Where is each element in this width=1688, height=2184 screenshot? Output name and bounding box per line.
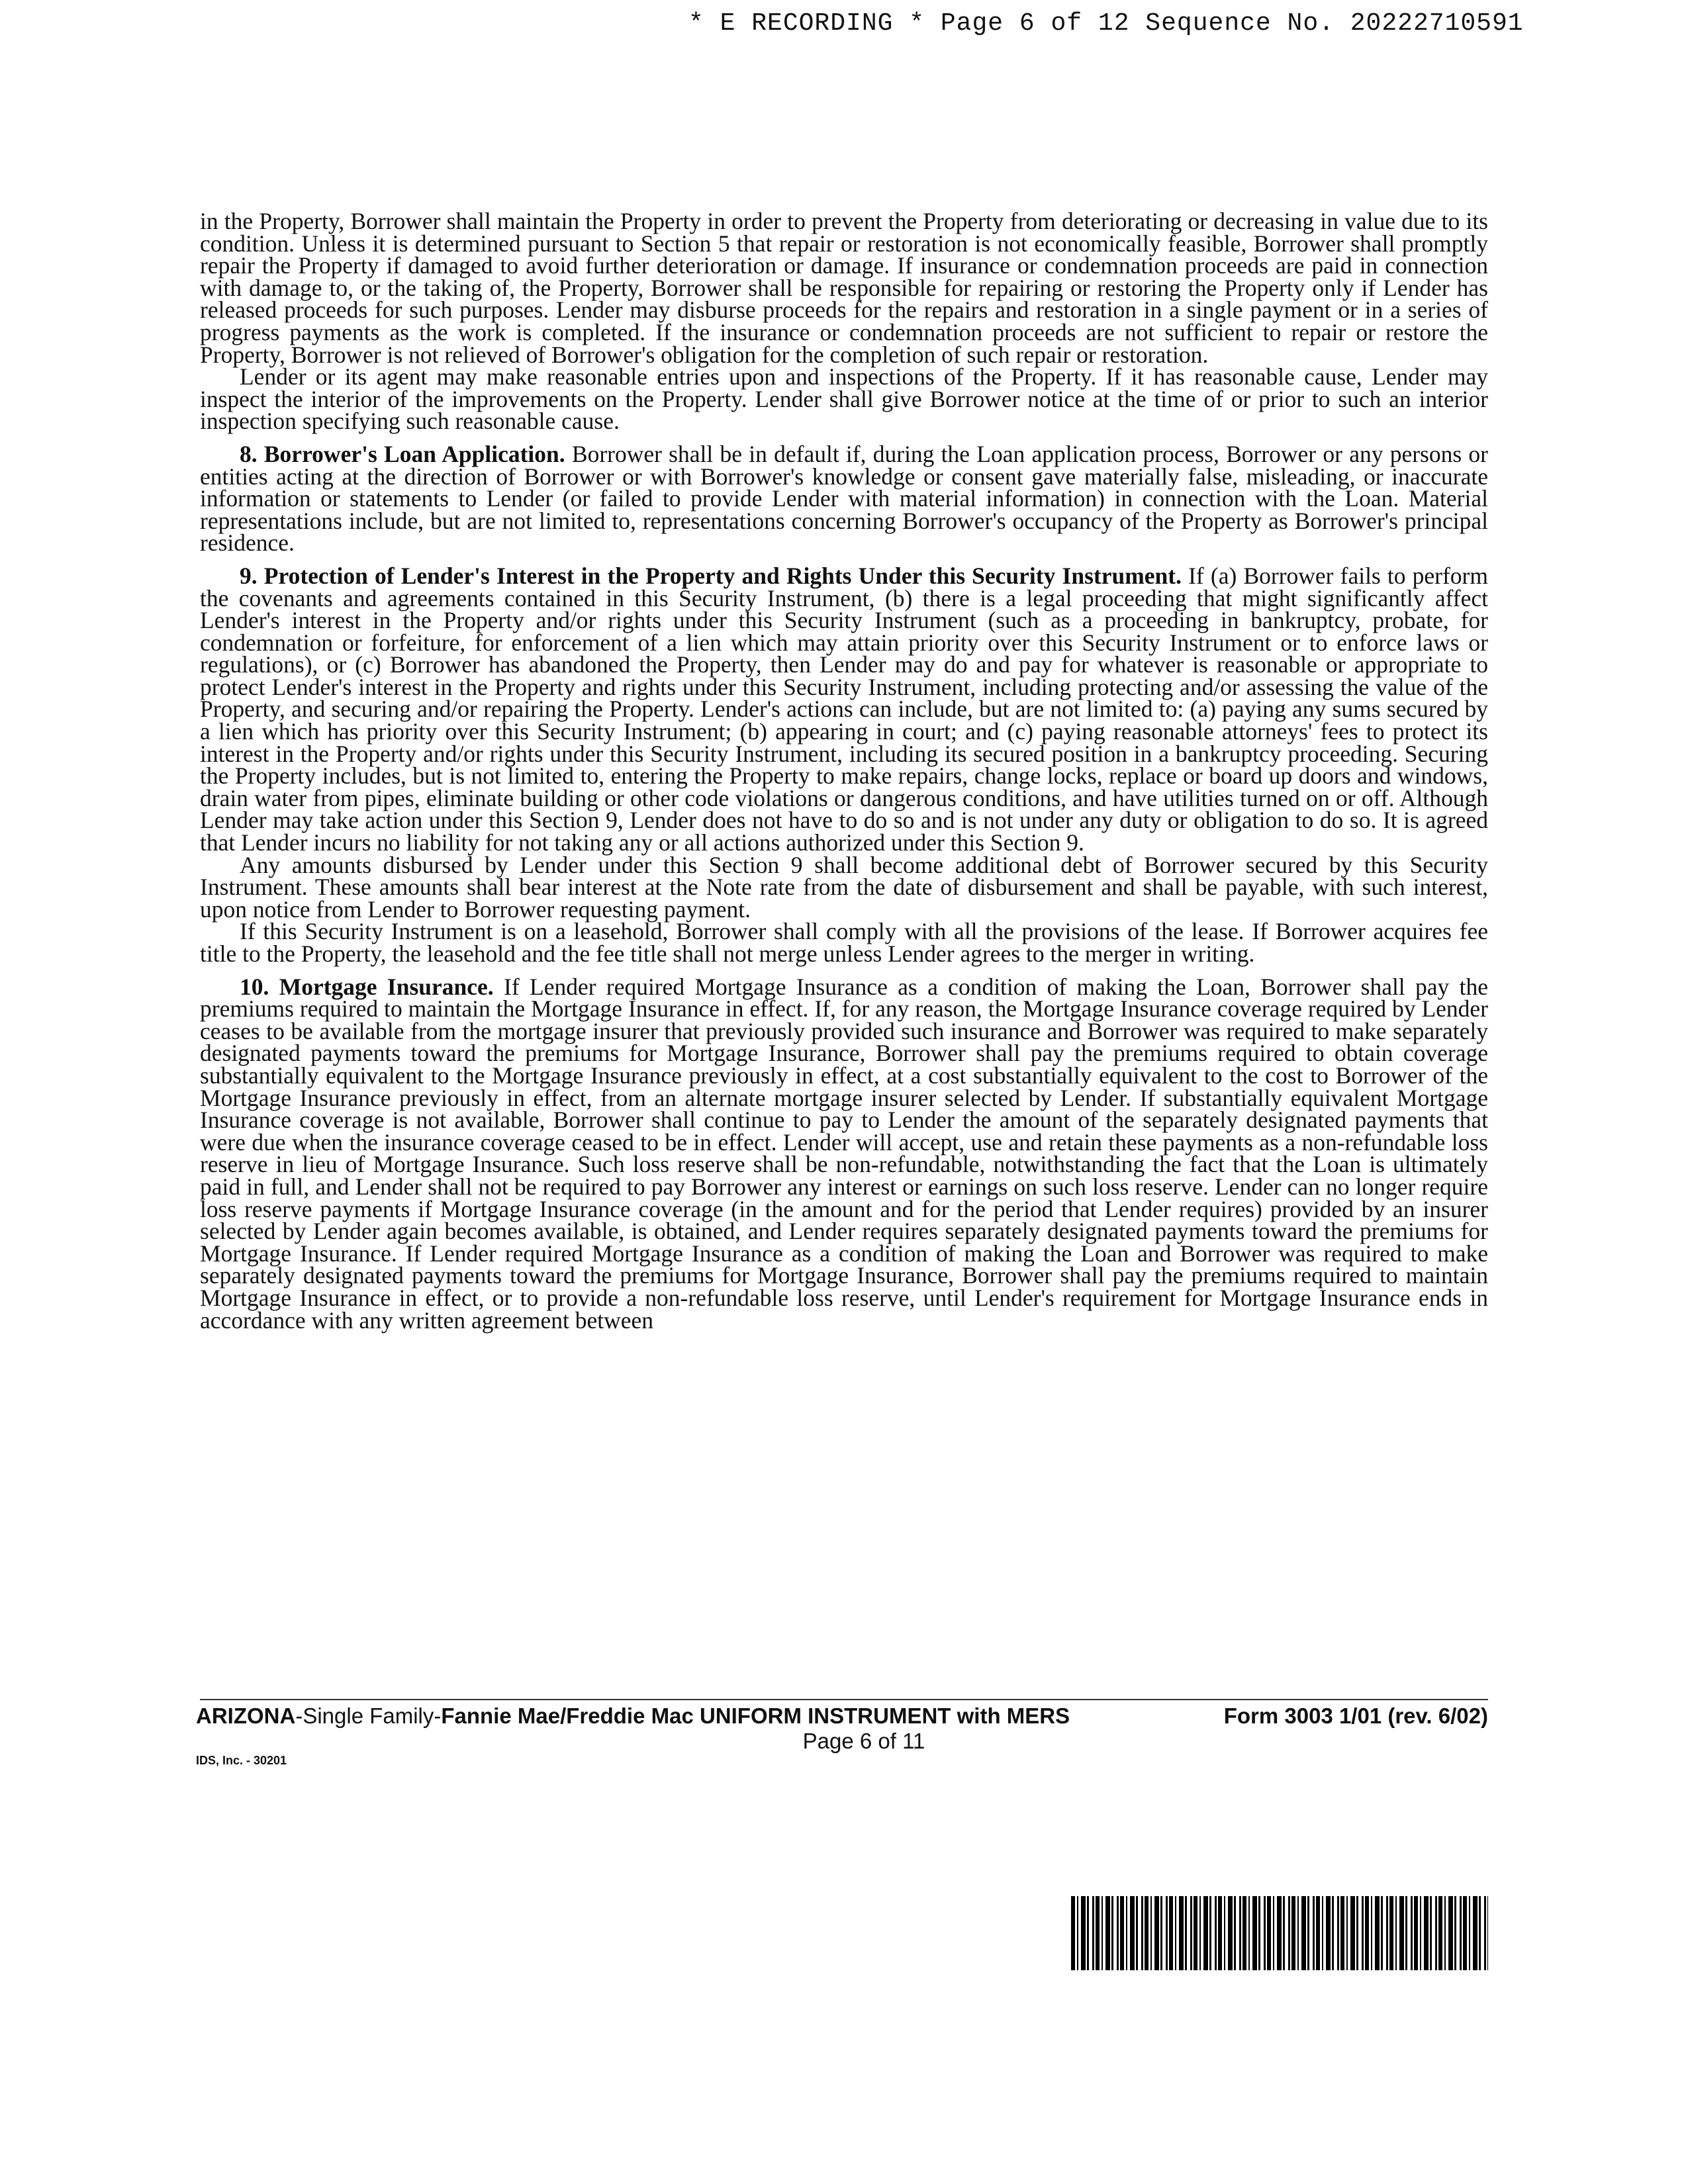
document-body xyxy=(200,210,1488,1332)
barcode-icon xyxy=(1071,1896,1488,1970)
section-9-paragraph-3: If this Security Instrument is on a leasehold, Borrower shall comply with all the provisions of the lease. If Borrower acquires fee title to the Property, the leasehold and the fee title shall not merge unless Lender agrees to the merger in writing. xyxy=(200,918,1488,967)
footer-instrument-title xyxy=(196,1704,1070,1729)
footer-agencies: Fannie Mae/Freddie Mac UNIFORM INSTRUMENT with MERS xyxy=(441,1704,1070,1728)
section-10 xyxy=(200,973,1488,1334)
footer-page-number: Page 6 of 11 xyxy=(802,1729,925,1753)
section-9-heading: 9. Protection of Lender's Interest in the Property and Rights Under this Security Instrument. xyxy=(240,562,1182,589)
section-10-body: If Lender required Mortgage Insurance as a condition of making the Loan, Borrower shall pay the premiums required to maintain the Mortgage Insurance in effect. If, for any reason, the Mortgage Insurance coverage required by Lender ceases to be available from the mortgage insurer that previously provided such insurance and Borrower was required to make separately designated payments toward the premiums for Mortgage Insurance, Borrower shall pay the premiums required to obtain coverage substantially equivalent to the Mortgage Insurance previously in effect, at a cost substantially equivalent to the cost to Borrower of the Mortgage Insurance previously in effect, from an alternate mortgage insurer selected by Lender. If substantially equivalent Mortgage Insurance coverage is not available, Borrower shall continue to pay to Lender the amount of the separately designated payments that were due when the insurance coverage ceased to be in effect. Lender will accept, use and retain these payments as a non-refundable loss reserve in lieu of Mortgage Insurance. Such loss reserve shall be non-refundable, notwithstanding the fact that the Loan is ultimately paid in full, and Lender shall not be required to pay Borrower any interest or earnings on such loss reserve. Lender can no longer require loss reserve payments if Mortgage Insurance coverage (in the amount and for the period that Lender requires) provided by an insurer selected by Lender again becomes available, is obtained, and Lender requires separately designated payments toward the premiums for Mortgage Insurance. If Lender required Mortgage Insurance as a condition of making the Loan and Borrower was required to make separately designated payments toward the premiums for Mortgage Insurance, Borrower shall pay the premiums required to maintain Mortgage Insurance in effect, or to provide a non-refundable loss reserve, until Lender's requirement for Mortgage Insurance ends in accordance with any written agreement between xyxy=(200,973,1488,1334)
footer-instrument: -Single Family- xyxy=(295,1704,442,1728)
section-8-heading: 8. Borrower's Loan Application. xyxy=(240,440,565,467)
section-10-heading: 10. Mortgage Insurance. xyxy=(240,973,494,1000)
footer-divider xyxy=(200,1699,1488,1700)
section-9-body: If (a) Borrower fails to perform the covenants and agreements contained in this Security Instrument, (b) there is a legal proceeding that might significantly affect Lender's interest in the Property and/or rights under this Security Instrument (such as a proceeding in bankruptcy, probate, for condemnation or forfeiture, for enforcement of a lien which may attain priority over this Security Instrument or to enforce laws or regulations), or (c) Borrower has abandoned the Property, then Lender may do and pay for whatever is reasonable or appropriate to protect Lender's interest in the Property and rights under this Security Instrument, including protecting and/or assessing the value of the Property, and securing and/or repairing the Property. Lender's actions can include, but are not limited to: (a) paying any sums secured by a lien which has priority over this Security Instrument; (b) appearing in court; and (c) paying reasonable attorneys' fees to protect its interest in the Property and/or rights under this Security Instrument, including its secured position in a bankruptcy proceeding. Securing the Property includes, but is not limited to, entering the Property to make repairs, change locks, replace or board up doors and windows, drain water from pipes, eliminate building or other code violations or dangerous conditions, and have utilities turned on or off. Although Lender may take action under this Section 9, Lender does not have to do so and is not under any duty or obligation to do so. It is agreed that Lender incurs no liability for not taking any or all actions authorized under this Section 9. xyxy=(200,562,1488,856)
recording-header: * E RECORDING * Page 6 of 12 Sequence No. 20222710591 xyxy=(688,9,1524,38)
footer-vendor-code: IDS, Inc. - 30201 xyxy=(196,1754,287,1767)
paragraph-inspection: Lender or its agent may make reasonable entries upon and inspections of the Property. If it has reasonable cause, Lender may inspect the interior of the improvements on the Property. Lender shall give Borrower notice at the time of or prior to such an interior inspection specifying such reasonable cause. xyxy=(200,363,1488,435)
paragraph-continuation: in the Property, Borrower shall maintain the Property in order to prevent the Property from deteriorating or decreasing in value due to its condition. Unless it is determined pursuant to Section 5 that repair or restoration is not economically feasible, Borrower shall promptly repair the Property if damaged to avoid further deterioration or damage. If insurance or condemnation proceeds are paid in connection with damage to, or the taking of, the Property, Borrower shall be responsible for repairing or restoring the Property only if Lender has released proceeds for such purposes. Lender may disburse proceeds for the repairs and restoration in a single payment or in a series of progress payments as the work is completed. If the insurance or condemnation proceeds are not sufficient to repair or restore the Property, Borrower is not relieved of Borrower's obligation for the completion of such repair or restoration. xyxy=(200,208,1488,368)
section-8 xyxy=(200,440,1488,557)
section-8-body: Borrower shall be in default if, during the Loan application process, Borrower or any persons or entities acting at the direction of Borrower or with Borrower's knowledge or consent gave materially false, misleading, or inaccurate information or statements to Lender (or failed to provide Lender with material information) in connection with the Loan. Material representations include, but are not limited to, representations concerning Borrower's occupancy of the Property as Borrower's principal residence. xyxy=(200,440,1488,557)
section-9-paragraph-2: Any amounts disbursed by Lender under this Section 9 shall become additional debt of Borrower secured by this Security Instrument. These amounts shall bear interest at the Note rate from the date of disbursement and shall be payable, with such interest, upon notice from Lender to Borrower requesting payment. xyxy=(200,851,1488,923)
section-9 xyxy=(200,562,1488,856)
footer-state: ARIZONA xyxy=(196,1704,296,1728)
footer-form-number: Form 3003 1/01 (rev. 6/02) xyxy=(1223,1704,1488,1728)
